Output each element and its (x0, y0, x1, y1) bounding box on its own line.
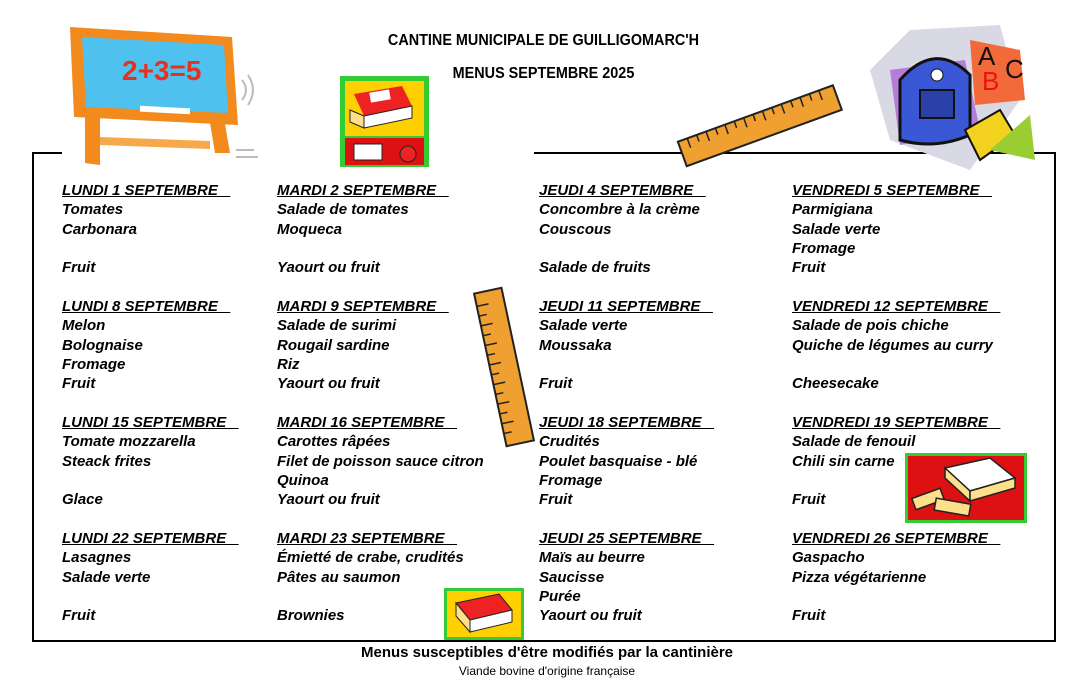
menu-main: Chili sin carne (792, 452, 895, 470)
day-vendredi-12 (792, 297, 1000, 393)
day-mardi-23 (277, 529, 464, 625)
menu-main: Steack frites (62, 452, 152, 470)
menu-side (539, 355, 713, 374)
day-mardi-9 (277, 297, 449, 393)
menu-side: Fromage (539, 471, 603, 489)
footer-note: Menus susceptibles d'être modifiés par la cantinière (360, 644, 734, 661)
svg-text:A: A (978, 41, 996, 71)
day-jeudi-18 (539, 413, 714, 509)
day-heading: JEUDI 11 SEPTEMBRE (539, 298, 713, 315)
menu-main: Filet de poisson sauce citron (277, 452, 484, 470)
day-lundi-15 (62, 413, 239, 509)
menu-main: Moqueca (277, 220, 343, 238)
menu-side (792, 587, 1000, 606)
menu-dessert: Yaourt ou fruit (277, 491, 380, 509)
menu-dessert: Fruit (539, 491, 573, 509)
menu-starter: Salade de fenouil (792, 433, 916, 451)
svg-text:2+3=5: 2+3=5 (122, 55, 202, 86)
day-mardi-2 (277, 181, 449, 277)
menu-starter: Tomate mozzarella (62, 433, 196, 451)
frame-top-left-border (32, 152, 62, 154)
menu-dessert: Fruit (792, 259, 826, 277)
menu-starter: Tomates (62, 201, 124, 219)
frame-right-border (1054, 152, 1056, 642)
day-heading: LUNDI 22 SEPTEMBRE (62, 530, 239, 547)
day-jeudi-4 (539, 181, 706, 277)
day-lundi-8 (62, 297, 230, 393)
day-vendredi-26 (792, 529, 1000, 625)
menu-side: Quinoa (277, 471, 329, 489)
menu-main: Carbonara (62, 220, 138, 238)
menu-subtitle: MENUS SEPTEMBRE 2025 (452, 65, 635, 82)
day-heading: VENDREDI 26 SEPTEMBRE (792, 530, 1001, 547)
day-heading: LUNDI 15 SEPTEMBRE (62, 414, 239, 431)
chalkboard-icon (60, 25, 270, 170)
day-heading: JEUDI 25 SEPTEMBRE (539, 530, 715, 547)
day-heading: MARDI 2 SEPTEMBRE (277, 182, 449, 199)
menu-dessert: Fruit (62, 375, 96, 393)
menu-dessert: Yaourt ou fruit (277, 259, 380, 277)
frame-left-border (32, 152, 34, 642)
footer-origin: Viande bovine d'origine française (458, 664, 636, 678)
menu-side (792, 355, 1000, 374)
menu-side (277, 239, 449, 258)
menu-side (62, 239, 230, 258)
menu-starter: Lasagnes (62, 549, 132, 567)
day-heading: MARDI 16 SEPTEMBRE (277, 414, 458, 431)
svg-text:C: C (1005, 54, 1024, 84)
frame-bottom-border (32, 640, 1056, 642)
menu-dessert: Fruit (539, 375, 573, 393)
day-mardi-16 (277, 413, 484, 509)
day-vendredi-19 (792, 413, 1000, 509)
menu-side: Riz (277, 355, 300, 373)
menu-main: Couscous (539, 220, 612, 238)
menu-starter: Salade de pois chiche (792, 317, 949, 335)
menu-dessert: Cheesecake (792, 375, 879, 393)
menu-main: Poulet basquaise - blé (539, 452, 698, 470)
day-heading: JEUDI 18 SEPTEMBRE (539, 414, 715, 431)
day-heading: LUNDI 8 SEPTEMBRE (62, 298, 231, 315)
menu-starter: Maïs au beurre (539, 549, 645, 567)
menu-main: Quiche de légumes au curry (792, 336, 993, 354)
menu-side (62, 587, 239, 606)
menu-dessert: Fruit (792, 607, 826, 625)
menu-dessert: Fruit (62, 607, 96, 625)
day-jeudi-25 (539, 529, 714, 625)
day-lundi-1 (62, 181, 230, 277)
menu-main: Bolognaise (62, 336, 143, 354)
day-heading: MARDI 9 SEPTEMBRE (277, 298, 449, 315)
day-vendredi-5 (792, 181, 992, 277)
menu-side (792, 471, 1000, 490)
menu-dessert: Yaourt ou fruit (539, 607, 642, 625)
menu-side (539, 239, 706, 258)
menu-main: Pizza végétarienne (792, 568, 927, 586)
menu-dessert: Fruit (792, 491, 826, 509)
day-heading: VENDREDI 5 SEPTEMBRE (792, 182, 993, 199)
books-icon (340, 76, 429, 167)
day-heading: LUNDI 1 SEPTEMBRE (62, 182, 231, 199)
school-bag-icon (870, 20, 1040, 170)
menu-dessert: Glace (62, 491, 103, 509)
menu-starter: Concombre à la crème (539, 201, 700, 219)
menu-main: Rougail sardine (277, 336, 390, 354)
menu-main: Saucisse (539, 568, 605, 586)
day-lundi-22 (62, 529, 239, 625)
day-heading: VENDREDI 19 SEPTEMBRE (792, 414, 1001, 431)
menu-main: Salade verte (62, 568, 151, 586)
menu-side: Fromage (62, 355, 126, 373)
menu-starter: Melon (62, 317, 106, 335)
menu-main: Salade verte (792, 220, 881, 238)
menu-starter: Carottes râpées (277, 433, 391, 451)
day-heading: JEUDI 4 SEPTEMBRE (539, 182, 706, 199)
day-heading: VENDREDI 12 SEPTEMBRE (792, 298, 1001, 315)
menu-side: Fromage (792, 239, 856, 257)
day-jeudi-11 (539, 297, 713, 393)
menu-side (277, 587, 464, 606)
menu-dessert: Fruit (62, 259, 96, 277)
menu-side: Purée (539, 587, 581, 605)
day-heading: MARDI 23 SEPTEMBRE (277, 530, 458, 547)
svg-text:B: B (982, 66, 1000, 96)
menu-starter: Crudités (539, 433, 600, 451)
menu-main: Pâtes au saumon (277, 568, 401, 586)
menu-dessert: Brownies (277, 607, 345, 625)
menu-side (62, 471, 239, 490)
menu-starter: Parmigiana (792, 201, 873, 219)
menu-title: CANTINE MUNICIPALE DE GUILLIGOMARC'H (387, 32, 700, 49)
menu-starter: Émietté de crabe, crudités (277, 549, 464, 567)
menu-dessert: Salade de fruits (539, 259, 651, 277)
menu-main: Moussaka (539, 336, 612, 354)
ruler-icon (672, 78, 847, 173)
menu-starter: Salade verte (539, 317, 628, 335)
menu-starter: Salade de surimi (277, 317, 397, 335)
menu-dessert: Yaourt ou fruit (277, 375, 380, 393)
menu-starter: Gaspacho (792, 549, 865, 567)
menu-starter: Salade de tomates (277, 201, 409, 219)
